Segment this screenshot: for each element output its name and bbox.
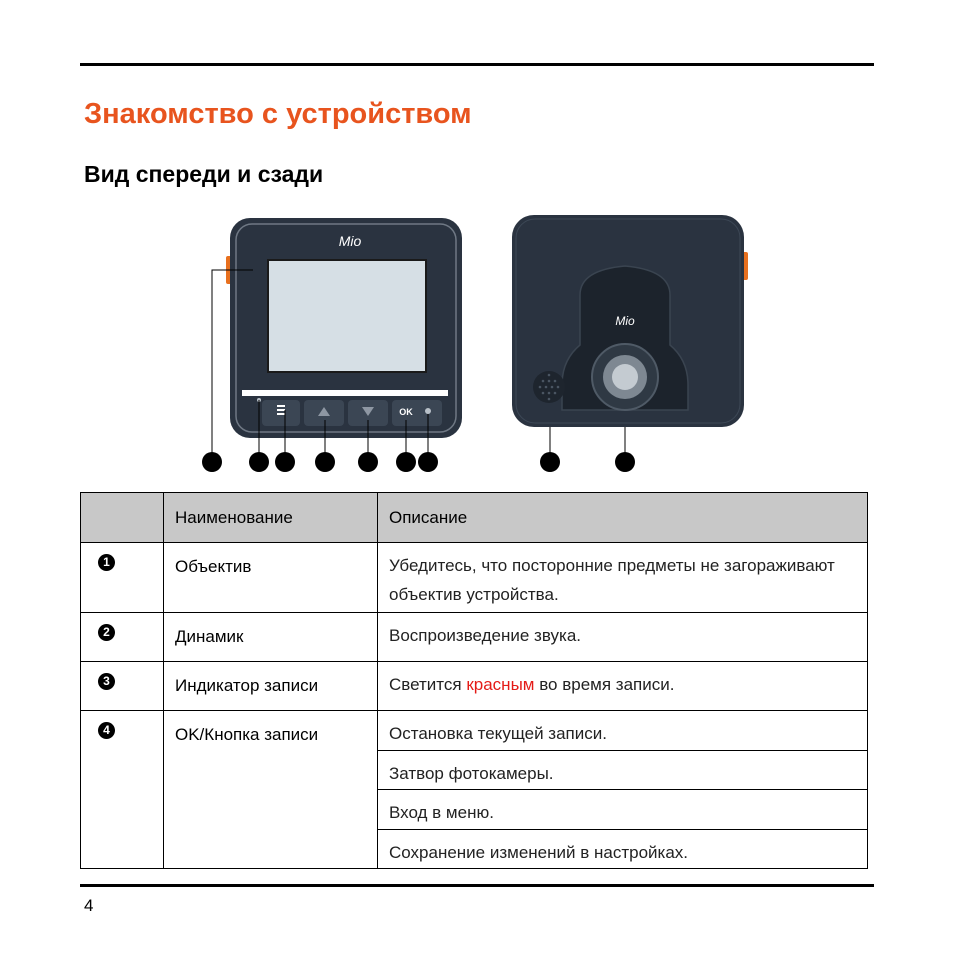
row-number-badge: 2 bbox=[98, 624, 115, 641]
page-number: 4 bbox=[84, 896, 94, 915]
header-desc: Описание bbox=[378, 493, 868, 543]
device-front bbox=[226, 218, 462, 438]
page-title: Знакомство с устройством bbox=[84, 98, 472, 130]
table-header-row bbox=[81, 493, 868, 543]
table-row bbox=[81, 613, 868, 662]
part-description: Вход в меню. bbox=[378, 790, 868, 830]
table-row bbox=[81, 543, 868, 613]
record-indicator bbox=[425, 408, 431, 414]
header-num bbox=[81, 493, 164, 543]
part-name: Индикатор записи bbox=[164, 662, 378, 711]
part-description: Воспроизведение звука. bbox=[378, 613, 868, 662]
bottom-rule bbox=[80, 884, 874, 887]
highlight-red: красным bbox=[466, 675, 535, 694]
table-row bbox=[81, 662, 868, 711]
header-name: Наименование bbox=[164, 493, 378, 543]
part-description: Остановка текущей записи. bbox=[378, 711, 868, 751]
section-title: Вид спереди и сзади bbox=[84, 161, 324, 187]
front-brand-logo: Mio bbox=[338, 233, 362, 249]
device-back bbox=[512, 215, 748, 427]
lcd-screen bbox=[268, 260, 426, 372]
row-number-badge: 4 bbox=[98, 722, 115, 739]
part-description: Сохранение изменений в настройках. bbox=[378, 830, 868, 869]
part-name: Объектив bbox=[164, 543, 378, 613]
part-description: Убедитесь, что посторонние предметы не загораживают объектив устройства. bbox=[378, 543, 868, 613]
part-name: OK/Кнопка записи bbox=[164, 711, 378, 869]
row-number-badge: 3 bbox=[98, 673, 115, 690]
part-description: Светится красным во время записи. bbox=[378, 662, 868, 711]
back-brand-logo: Mio bbox=[615, 314, 635, 328]
svg-text:OK: OK bbox=[399, 407, 413, 417]
row-number-badge: 1 bbox=[98, 554, 115, 571]
parts-table bbox=[80, 492, 868, 869]
callout-markers bbox=[202, 452, 635, 472]
part-description: Затвор фотокамеры. bbox=[378, 751, 868, 790]
part-name: Динамик bbox=[164, 613, 378, 662]
table-row bbox=[81, 711, 868, 751]
